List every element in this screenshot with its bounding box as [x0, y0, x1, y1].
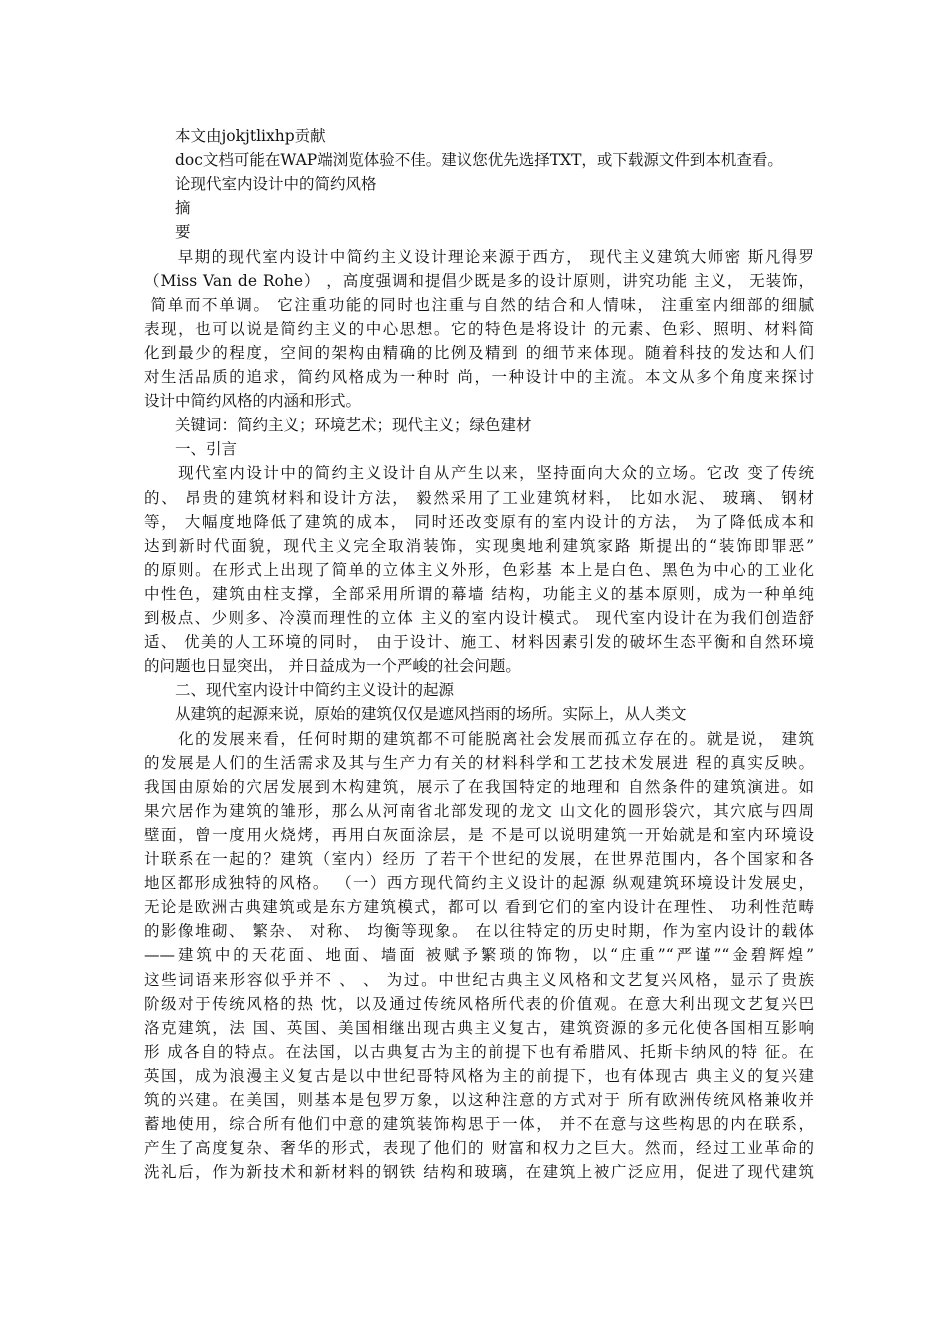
text-line: 筑的兴建。在美国，则基本是包罗万象，以这种注意的方式对于 所有欧洲传统风格兼收并: [144, 1091, 814, 1109]
text-line: 化到最少的程度，空间的架构由精确的比例及精到 的细节来体现。随着科技的发达和人们: [144, 343, 814, 362]
text-line: 形 成各自的特点。在法国，以古典复古为主的前提下也有希腊风、托斯卡纳风的特 征。在: [144, 1042, 814, 1061]
text-line: 本文由jokjtlixhp贡献: [144, 127, 326, 145]
text-line: 关键词：简约主义；环境艺术；现代主义；绿色建材: [144, 416, 532, 435]
text-line: 论现代室内设计中的简约风格: [144, 175, 377, 194]
text-line: 中性色，建筑由柱支撑，全部采用所谓的幕墙 结构，功能主义的基本原则，成为一种单纯: [144, 584, 814, 603]
text-line: 适、 优美的人工环境的同时， 由于设计、施工、材料因素引发的破坏生态平衡和自然环境: [144, 633, 814, 652]
text-line: 一、引言: [144, 440, 238, 459]
text-line: 的问题也日显突出， 并日益成为一个严峻的社会问题。: [144, 657, 521, 676]
text-line: 的原则。在形式上出现了简单的立体主义外形，色彩基 本上是白色、黑色为中心的工业化: [144, 560, 814, 579]
text-line: 从建筑的起源来说，原始的建筑仅仅是遮风挡雨的场所。实际上，从人类文: [144, 705, 687, 724]
text-line: 壁面，曾一度用火烧烤，再用白灰面涂层，是 不是可以说明建筑一开始就是和室内环境设: [144, 825, 814, 844]
text-line: 设计中简约风格的内涵和形式。: [144, 392, 362, 411]
text-line: 产生了高度复杂、奢华的形式，表现了他们的 财富和权力之巨大。然而，经过工业革命的: [144, 1139, 814, 1158]
text-line: 阶级对于传统风格的热 忱，以及通过传统风格所代表的价值观。在意大利出现文艺复兴巴: [144, 994, 814, 1013]
text-line: 现代室内设计中的简约主义设计自从产生以来，坚持面向大众的立场。它改 变了传统: [144, 464, 814, 483]
text-line: 化的发展来看，任何时期的建筑都不可能脱离社会发展而孤立存在的。就是说， 建筑: [144, 729, 814, 748]
text-line: 的影像堆砌、 繁杂、 对称、 均衡等现象。 在以往特定的历史时期，作为室内设计的载体: [144, 922, 814, 941]
text-line: 这些词语来形容似乎并不 、 、 为过。中世纪古典主义风格和文艺复兴风格，显示了贵族: [144, 970, 814, 989]
text-line: 等， 大幅度地降低了建筑的成本， 同时还改变原有的室内设计的方法， 为了降低成本和: [144, 512, 814, 531]
text-line: 简单而不单调。 它注重功能的同时也注重与自然的结合和人情味， 注重室内细部的细腻: [144, 295, 814, 314]
text-line: 无论是欧洲古典建筑或是东方建筑模式，都可以 看到它们的室内设计在理性、 功利性范畴: [144, 898, 814, 917]
text-line: 达到新时代面貌，现代主义完全取消装饰，实现奥地利建筑家路 斯提出的“装饰即罪恶”: [144, 536, 814, 555]
text-line: 到极点、少则多、冷漠而理性的立体 主义的室内设计模式。 现代室内设计在为我们创造舒: [144, 609, 814, 627]
text-line: 英国，成为浪漫主义复古是以中世纪哥特风格为主的前提下，也有体现古 典主义的复兴建: [144, 1066, 814, 1085]
text-line: 我国由原始的穴居发展到木构建筑，展示了在我国特定的地理和 自然条件的建筑演进。如: [144, 777, 814, 796]
text-line: 洗礼后，作为新技术和新材料的钢铁 结构和玻璃，在建筑上被广泛应用，促进了现代建筑: [144, 1163, 814, 1182]
text-line: 早期的现代室内设计中简约主义设计理论来源于西方， 现代主义建筑大师密 斯凡得罗: [144, 247, 814, 266]
text-line: 蓄地使用，综合所有他们中意的建筑装饰构思于一体， 并不在意与这些构思的内在联系，: [144, 1115, 814, 1134]
text-line: ——建筑中的天花面、地面、墙面 被赋予繁琐的饰物，以“庄重”“严谨”“金碧辉煌”: [144, 946, 814, 965]
text-line: 二、现代室内设计中简约主义设计的起源: [144, 681, 455, 700]
text-line: 表现，也可以说是简约主义的中心思想。它的特色是将设计 的元素、色彩、照明、材料简: [144, 319, 814, 338]
text-line: 洛克建筑，法 国、英国、美国相继出现古典主义复古，建筑资源的多元化使各国相互影响: [144, 1018, 814, 1037]
text-line: 计联系在一起的？建筑（室内）经历 了若干个世纪的发展，在世界范围内，各个国家和各: [144, 850, 814, 868]
text-line: doc文档可能在WAP端浏览体验不佳。建议您优先选择TXT，或下载源文件到本机查看。: [144, 151, 783, 170]
text-line: 要: [144, 223, 191, 242]
text-line: 摘: [144, 199, 191, 218]
text-line: 果穴居作为建筑的雏形，那么从河南省北部发现的龙文 山文化的圆形袋穴，其穴底与四周: [144, 801, 814, 820]
text-line: （Miss Van de Rohe） ，高度强调和提倡少既是多的设计原则，讲究功能 主义， 无装饰，: [144, 271, 814, 290]
text-line: 对生活品质的追求，简约风格成为一种时 尚，一种设计中的主流。本文从多个角度来探讨: [144, 368, 814, 386]
text-line: 的、 昂贵的建筑材料和设计方法， 毅然采用了工业建筑材料， 比如水泥、 玻璃、 钢材: [144, 488, 814, 507]
text-line: 的发展是人们的生活需求及其与生产力有关的材料科学和工艺技术发展进 程的真实反映。: [144, 753, 814, 772]
text-line: 地区都形成独特的风格。 （一）西方现代简约主义设计的起源 纵观建筑环境设计发展史，: [144, 874, 814, 893]
